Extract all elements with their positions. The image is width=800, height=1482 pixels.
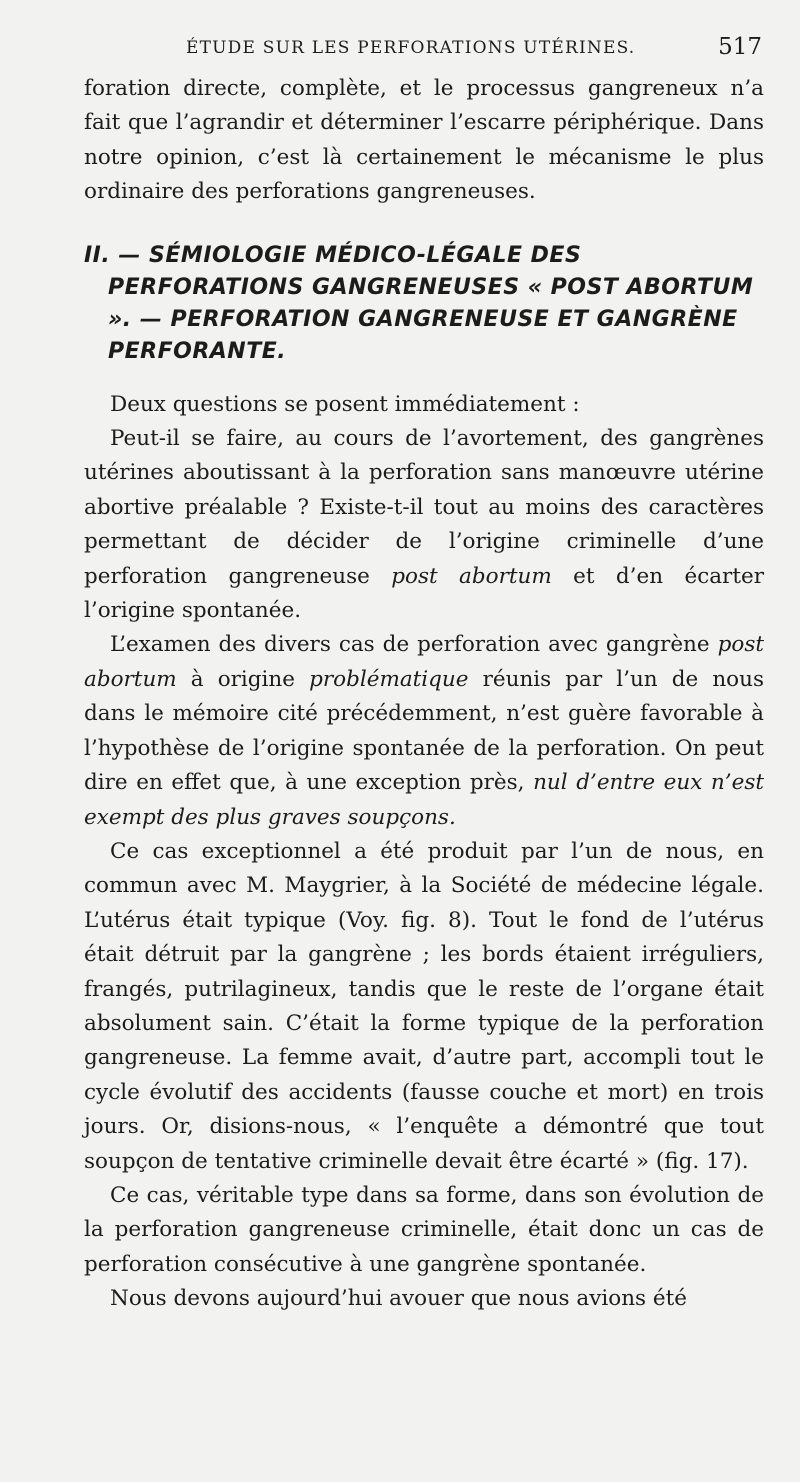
paragraph-questions: Deux questions se posent immédiatement : — [110, 391, 580, 417]
paragraph-final: Nous devons aujourd’hui avouer que nous avions été — [110, 1286, 688, 1312]
running-head — [84, 36, 766, 62]
italic-term: post abortum — [391, 563, 552, 589]
running-title: ÉTUDE SUR LES PERFORATIONS UTÉRINES. — [186, 38, 636, 58]
italic-term: nul d’entre eux n’est exempt des plus graves soupçons. — [84, 770, 765, 830]
text-run: réunis par l’un de nous dans le mémoire cité précédemment, n’est guère favorable à l’hypothèse de l’origine spontanée de la perforation. On peut dire en effet que, à une exception près, — [84, 666, 764, 796]
text-run: à origine — [176, 666, 310, 692]
italic-term: problématique — [309, 666, 469, 692]
body-text — [84, 72, 764, 1317]
paragraph-exceptional-case: Ce cas exceptionnel a été produit par l’un de nous, en commun avec M. Maygrier, à la Société de médecine légale. L’utérus était typique (Voy. fig. 8). Tout le fond de l’utérus était détruit par la gangrène ; les bords étaient irréguliers, frangés, putrilagineux, tandis que le reste de l’organe était absolument sain. C’était la forme typique de la perforation gangreneuse. La femme avait, d’autre part, accompli tout le cycle évolutif des accidents (fausse couche et mort) en trois jours. Or, disions-nous, « l’enquête a démontré que tout soupçon de tentative criminelle devait être écarté » (fig. 17). — [84, 838, 764, 1174]
text-run: Peut-il se faire, au cours de l’avortement, des gangrènes utérines aboutissant à la perforation sans manœuvre utérine abortive préalable ? Existe-t-il tout au moins des caractères permettant de décider de l’origine criminelle d’une perforation gangreneuse — [84, 426, 764, 589]
section-heading: II. — SÉMIOLOGIE MÉDICO-LÉGALE DES PERFORATIONS GANGRENEUSES « POST ABORTUM ». — PERFORATION GANGRENEUSE ET GANGRÈNE PERFORANTE. — [84, 242, 754, 364]
text-run: et d’en écarter l’origine spontanée. — [84, 563, 764, 624]
paragraph-examination — [84, 628, 764, 834]
paragraph-continuation: foration directe, complète, et le processus gangreneux n’a fait que l’agrandir et déterminer l’escarre périphérique. Dans notre opinion, c’est là certainement le mécanisme le plus ordinaire des perforations gangreneuses. — [84, 76, 764, 205]
italic-term: post abortum — [84, 632, 764, 692]
text-run: L’examen des divers cas de perforation avec gangrène — [110, 632, 718, 658]
paragraph-question-detail — [84, 422, 764, 628]
page-number: 517 — [718, 34, 762, 60]
paragraph-conclusion: Ce cas, véritable type dans sa forme, dans son évolution de la perforation gangreneuse criminelle, était donc un cas de perforation consécutive à une gangrène spontanée. — [84, 1182, 764, 1277]
